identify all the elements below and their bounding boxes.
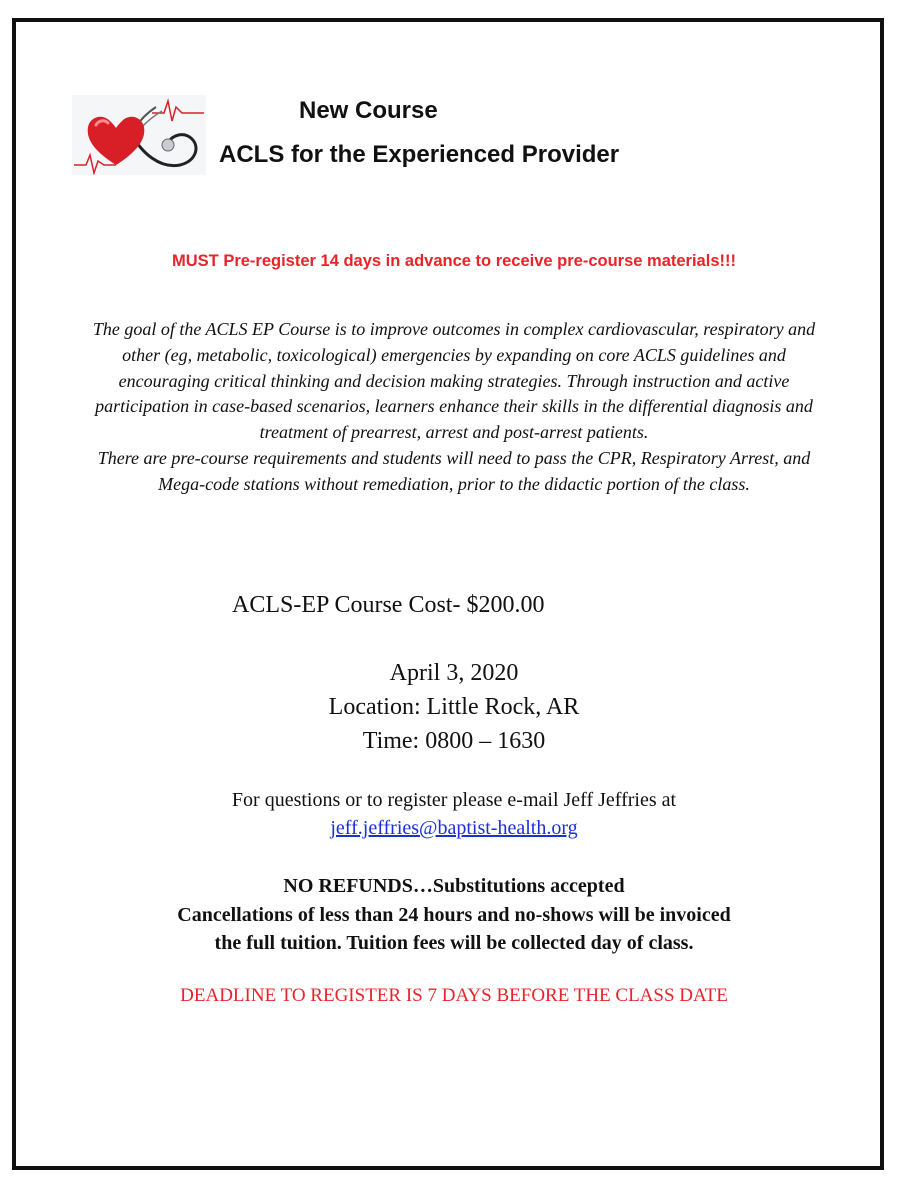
description-paragraph: The goal of the ACLS EP Course is to improve outcomes in complex cardiovascular, respiratory and other (eg, metabolic, toxicological) emergencies by expanding on core ACLS guidelines and encouraging critical thinking and decision making strategies. Through instruction and active participation in case-based scenarios, learners enhance their skills in the differential diagnosis and treatment of prearrest, arrest and post-arrest patients.	[92, 319, 816, 443]
policy-line: NO REFUNDS…Substitutions accepted	[283, 875, 625, 897]
course-description	[90, 317, 818, 498]
course-location: Location: Little Rock, AR	[328, 694, 580, 720]
course-label: New Course	[299, 97, 438, 124]
preregister-notice: MUST Pre-register 14 days in advance to receive pre-course materials!!!	[172, 252, 736, 270]
course-title: ACLS for the Experienced Provider	[219, 141, 620, 168]
refund-policy	[0, 872, 908, 958]
policy-line: the full tuition. Tuition fees will be collected day of class.	[214, 932, 694, 954]
email-link[interactable]: jeff.jeffries@baptist-health.org	[330, 817, 578, 839]
registration-deadline: DEADLINE TO REGISTER IS 7 DAYS BEFORE THE CLASS DATE	[180, 985, 728, 1006]
contact-info	[0, 786, 908, 842]
course-date: April 3, 2020	[389, 660, 519, 686]
contact-text: For questions or to register please e-mail Jeff Jeffries at	[231, 789, 677, 811]
heart-stethoscope-icon	[72, 95, 206, 175]
course-details	[0, 656, 908, 758]
course-time: Time: 0800 – 1630	[362, 728, 546, 754]
course-cost: ACLS-EP Course Cost- $200.00	[232, 592, 545, 618]
policy-line: Cancellations of less than 24 hours and no-shows will be invoiced	[177, 903, 731, 926]
requirements-paragraph: There are pre-course requirements and students will need to pass the CPR, Respiratory Arrest, and Mega-code stations without remediation, prior to the didactic portion of the class.	[97, 447, 811, 494]
